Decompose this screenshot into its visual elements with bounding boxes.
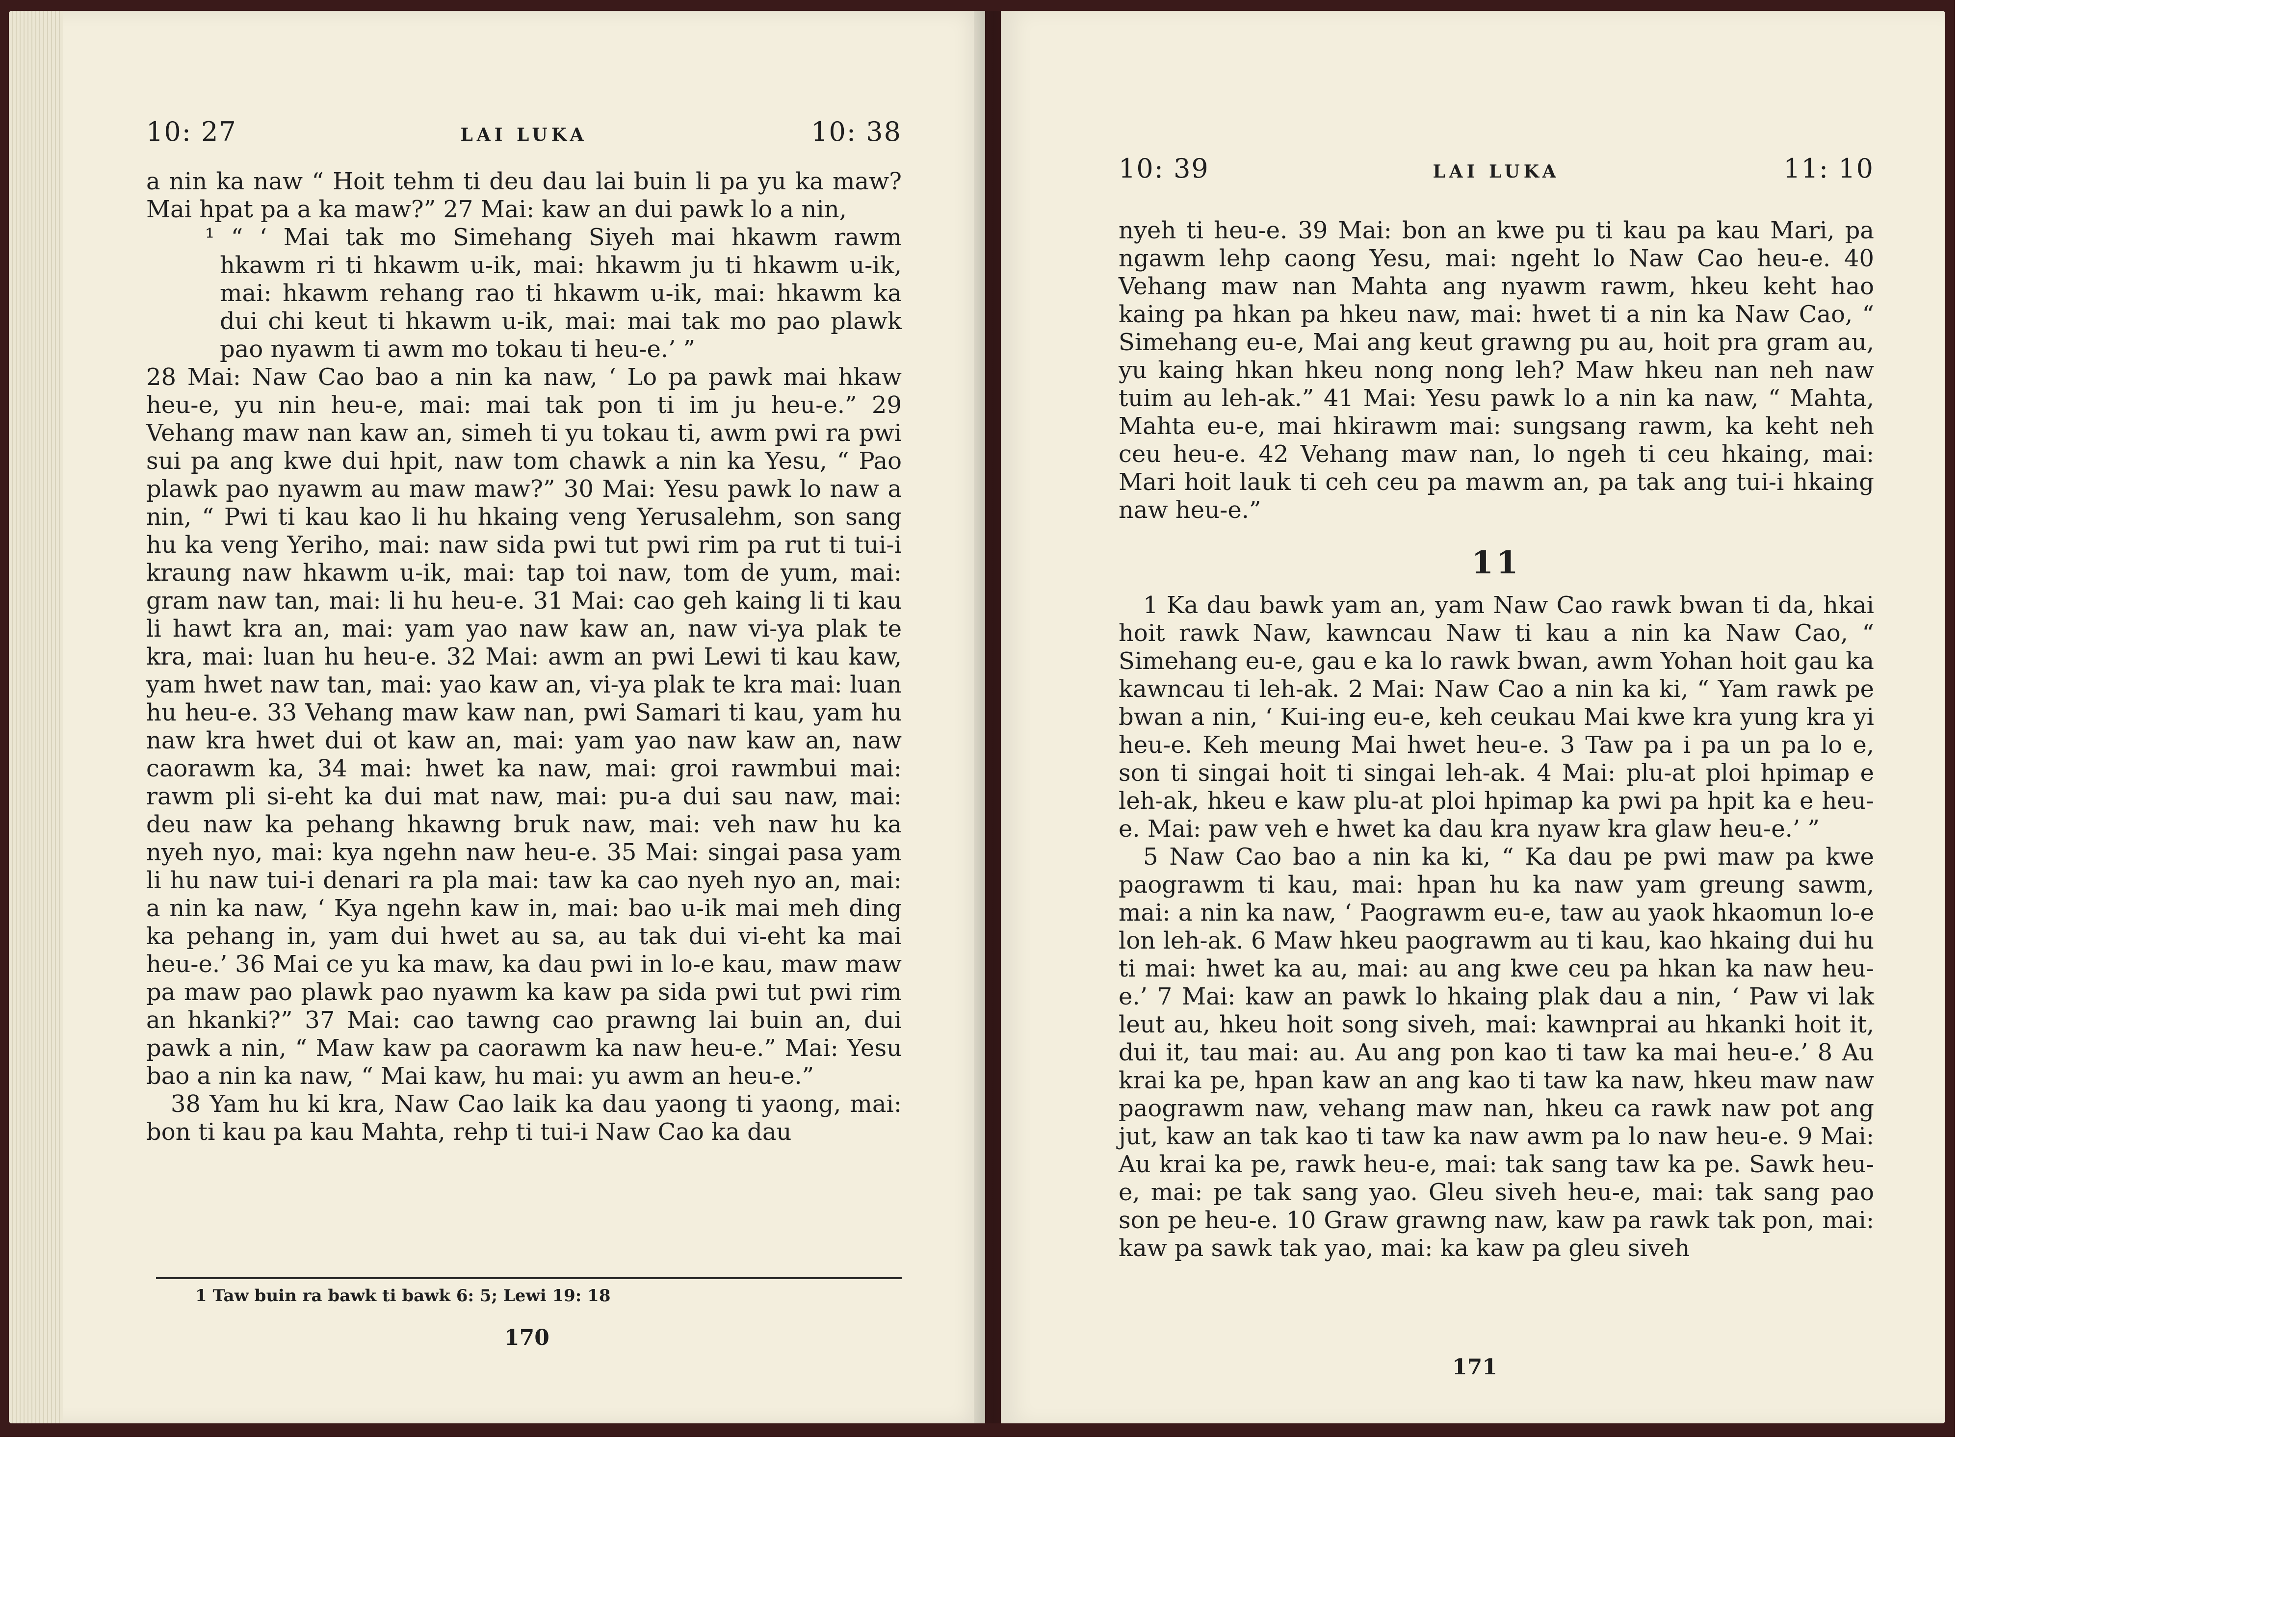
right-header-ref-end: 11: 10 (1783, 153, 1874, 184)
page-edges (9, 11, 63, 1423)
left-quote-block: ¹ “ ‘ Mai tak mo Simehang Siyeh mai hkawm rawm hkawm ri ti hkawm u-ik, mai: hkawm ju ti hkawm u-ik, mai: hkawm rehang rao ti hkawm u-ik, mai: hkawm ka dui chi keut ti hkawm u-ik, mai: mai tak mo pao plawk pao nyawm ti awm mo tokau ti heu-e.’ ” (205, 224, 902, 363)
right-page (1001, 11, 1945, 1423)
left-page (9, 11, 985, 1423)
right-paragraph-5: 5 Naw Cao bao a nin ka ki, “ Ka dau pe pwi maw pa kwe paograwm ti kau, mai: hpan hu ka naw yam greung sawm, mai: a nin ka naw, ‘ Paograwm eu-e, taw au yaok hkaomun lo-e lon leh-ak. 6 Maw hkeu paograwm au ti kau, kao hkaing dui hu ti mai: hwet ka au, mai: au ang kwe ceu pa hkan ka naw heu-e.’ 7 Mai: kaw an pawk lo hkaing plak dau a nin, ‘ Paw vi lak leut au, hkeu hoit song siveh, mai: kawnprai au hkanki hoit it, dui it, tau mai: au. Au ang pon kao ti taw ka mai heu-e.’ 8 Au krai ka pe, hpan kaw an ang kao ti taw ka naw, hkeu maw naw paograwm naw, vehang maw nan, hkeu ca rawk naw pot ang jut, kaw an tak kao ti taw ka naw awm pa lo naw heu-e. 9 Mai: Au krai ka pe, rawk heu-e, mai: tak sang taw ka pe. Sawk heu-e, mai: pe tak sang yao. Gleu siveh heu-e, mai: tak sang pao son pe heu-e. 10 Graw grawng naw, kaw pa rawk tak pon, mai: kaw pa sawk tak yao, mai: ka kaw pa gleu siveh (1119, 843, 1874, 1262)
footnote-divider (156, 1277, 902, 1279)
left-page-header (146, 116, 902, 147)
right-header-title: LAI LUKA (1433, 161, 1560, 182)
right-page-number: 171 (1452, 1355, 1497, 1380)
left-header-ref-end: 10: 38 (811, 116, 902, 147)
left-paragraph-body: 28 Mai: Naw Cao bao a nin ka naw, ‘ Lo pa pawk mai hkaw heu-e, yu nin heu-e, mai: mai tak pon ti im ju heu-e.” 29 Vehang maw nan kaw an, simeh ti yu tokau ti, awm pwi ra pwi sui pa ang kwe dui hpit, naw tom chawk a nin ka Yesu, “ Pao plawk pao nyawm au maw maw?” 30 Mai: Yesu pawk lo naw a nin, “ Pwi ti kau kao li hu hkaing veng Yerusalehm, son sang hu ka veng Yeriho, mai: naw sida pwi tut pwi rim pa rut ti tui-i kraung naw hkawm u-ik, mai: tap toi naw, tom de yum, mai: gram naw tan, mai: li hu heu-e. 31 Mai: cao geh kaing li ti kau li hawt kra an, mai: yam yao naw kaw an, naw vi-ya plak te kra, mai: luan hu heu-e. 32 Mai: awm an pwi Lewi ti kau kaw, yam hwet naw tan, mai: yao kaw an, vi-ya plak te kra mai: luan hu heu-e. 33 Vehang maw kaw nan, pwi Samari ti kau, yam hu naw kra hwet dui ot kaw an, mai: yam yao naw kaw an, naw caorawm ka, 34 mai: hwet ka naw, mai: groi rawmbui mai: rawm pli si-eht ka dui mat naw, mai: pu-a dui sau naw, mai: deu naw ka pehang hkawng bruk naw, mai: veh naw hu ka nyeh nyo, mai: kya ngehn naw heu-e. 35 Mai: singai pasa yam li hu naw tui-i denari ra pla mai: taw ka cao nyeh nyo an, mai: a nin ka naw, ‘ Kya ngehn kaw in, mai: bao u-ik mai meh ding ka pehang in, yam dui hwet au sa, au tak dui vi-eht ka mai heu-e.’ 36 Mai ce yu ka maw, ka dau pwi in lo-e kau, maw maw pa maw pao plawk pao nyawm ka kaw pa sida pwi tut pwi rim an hkanki?” 37 Mai: cao tawng cao prawng lai buin an, dui pawk a nin, “ Maw kaw pa caorawm ka naw heu-e.” Mai: Yesu bao a nin ka naw, “ Mai kaw, hu mai: yu awm an heu-e.” (146, 363, 902, 1090)
left-header-title: LAI LUKA (460, 125, 588, 145)
right-page-body (1119, 217, 1874, 1262)
right-header-ref-start: 10: 39 (1119, 153, 1209, 184)
right-page-header (1119, 153, 1874, 184)
left-header-ref-start: 10: 27 (146, 116, 237, 147)
right-paragraph-1: 1 Ka dau bawk yam an, yam Naw Cao rawk bwan ti da, hkai hoit rawk Naw, kawncau Naw ti kau a nin ka Naw Cao, “ Simehang eu-e, gau e ka lo rawk bwan, awm Yohan hoit gau ka kawncau ti leh-ak. 2 Mai: Naw Cao a nin ka ki, “ Yam rawk pe bwan a nin, ‘ Kui-ing eu-e, keh ceukau Mai kwe kra yung kra yi heu-e. Keh meung Mai hwet heu-e. 3 Taw pa i pa un pa lo e, son ti singai hoit ti singai leh-ak. 4 Mai: plu-at ploi hpimap e leh-ak, hkeu e kaw plu-at ploi hpimap ka pwi pa hpit ka e heu-e. Mai: paw veh e hwet ka dau kra nyaw kra glaw heu-e.’ ” (1119, 592, 1874, 843)
left-page-number: 170 (504, 1325, 549, 1350)
left-page-body (146, 168, 902, 1146)
left-footnote: 1 Taw buin ra bawk ti bawk 6: 5; Lewi 19: 18 (195, 1286, 611, 1306)
left-paragraph-1: a nin ka naw “ Hoit tehm ti deu dau lai buin li pa yu ka maw? Mai hpat pa a ka maw?” 27 Mai: kaw an dui pawk lo a nin, (146, 168, 902, 223)
left-paragraph-38: 38 Yam hu ki kra, Naw Cao laik ka dau yaong ti yaong, mai: bon ti kau pa kau Mahta, rehp ti tui-i Naw Cao ka dau (146, 1090, 902, 1146)
right-paragraph-top: nyeh ti heu-e. 39 Mai: bon an kwe pu ti kau pa kau Mari, pa ngawm lehp caong Yesu, mai: ngeht lo Naw Cao heu-e. 40 Vehang maw nan Mahta ang nyawm rawm, hkeu keht hao kaing pa hkan pa hkeu naw, mai: hwet ti a nin ka Naw Cao, “ Simehang eu-e, Mai ang keut grawng pu au, hoit pra gram au, yu kaing hkan hkeu nong nong leh? Maw hkeu nan neh naw tuim au leh-ak.” 41 Mai: Yesu pawk lo a nin ka naw, “ Mahta, Mahta eu-e, mai hkirawm mai: sungsang rawm, ka keht neh ceu heu-e. 42 Vehang maw nan, lo ngeh ti ceu hkaing, mai: Mari hoit lauk ti ceh ceu pa mawm an, pa tak ang tui-i hkaing naw heu-e.” (1119, 217, 1874, 524)
chapter-number: 11 (1471, 544, 1521, 581)
